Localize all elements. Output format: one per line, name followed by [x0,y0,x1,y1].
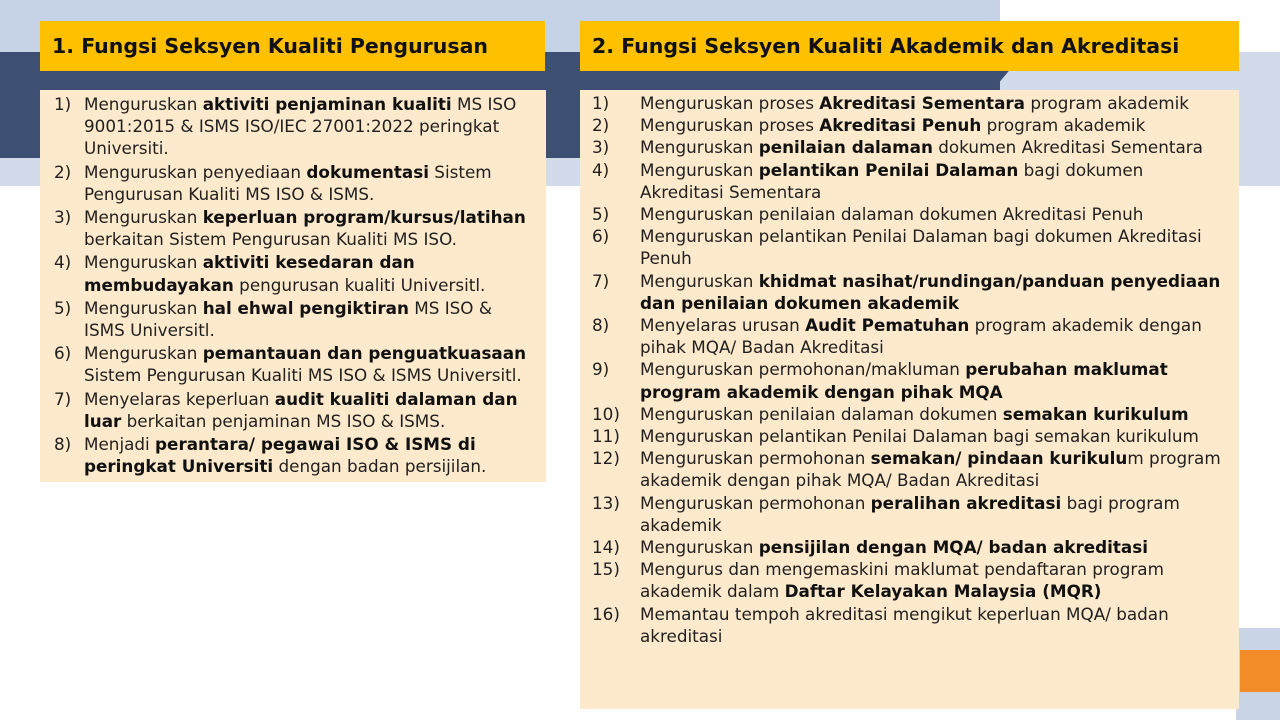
body-text: Menguruskan [640,537,759,558]
body-text: program akademik dengan pihak MQA/ Badan Akreditasi [640,315,1202,358]
list-item-number: 12) [592,448,620,469]
list-item-number: 5) [54,297,72,318]
list-item [592,536,1231,558]
body-text: pengurusan kualiti Universitl. [233,274,486,295]
list-item-number: 7) [592,270,610,291]
emphasis-text: hal ehwal pengiktiran [202,297,409,318]
list-item-text [84,93,536,160]
body-text: berkaitan penjaminan MS ISO & ISMS. [121,410,446,431]
list-item-text [640,114,1231,136]
emphasis-text: khidmat nasihat/rundingan/panduan penyediaan dan penilaian dokumen akademik [640,270,1221,313]
body-text: Mengurus dan mengemaskini maklumat pendaftaran program akademik dalam [640,559,1164,602]
emphasis-text: keperluan program/kursus/latihan [202,207,526,228]
list-item-number: 3) [54,207,72,228]
emphasis-text: pensijilan dengan MQA/ badan akreditasi [758,537,1148,558]
emphasis-text: peralihan akreditasi [870,492,1062,513]
body-text: Menguruskan pelantikan Penilai Dalaman bagi semakan kurikulum [640,426,1199,447]
list-item [592,558,1231,602]
list-item [54,297,536,341]
list-item [592,136,1231,158]
list-item-text [640,203,1231,225]
emphasis-text: semakan kurikulum [1002,403,1189,424]
list-item-text [84,342,536,386]
list-item [592,159,1231,203]
left-section-title: 1. Fungsi Seksyen Kualiti Pengurusan [40,21,545,71]
list-item [592,114,1231,136]
emphasis-text: dokumentasi [306,161,429,182]
emphasis-text: perubahan maklumat program akademik dengan pihak MQA [640,359,1168,402]
body-text: Menguruskan pelantikan Penilai Dalaman bagi dokumen Akreditasi Penuh [640,226,1202,269]
body-text: Menguruskan penilaian dalaman dokumen [640,403,1003,424]
list-item-number: 8) [54,434,72,455]
left-section-panel [40,90,546,482]
list-item [54,206,536,250]
list-item [54,93,536,160]
list-item-text [84,388,536,432]
list-item [592,403,1231,425]
emphasis-text: Akreditasi Sementara [819,93,1026,113]
list-item-number: 6) [592,226,610,247]
list-item-text [84,433,536,477]
body-text: Menyelaras urusan [640,315,806,336]
body-text: Menguruskan [84,297,203,318]
list-item-text [640,536,1231,558]
body-text: Sistem Pengurusan Kualiti MS ISO & ISMS Universitl. [84,365,522,386]
body-text: bagi program akademik [640,492,1180,535]
list-item [592,492,1231,536]
list-item [592,92,1231,114]
list-item-text [640,92,1231,114]
list-item-number: 7) [54,388,72,409]
list-item [592,270,1231,314]
emphasis-text: perantara/ pegawai ISO & ISMS di peringkat Universiti [84,434,476,477]
emphasis-text: Daftar Kelayakan Malaysia (MQR) [784,581,1102,602]
list-item-number: 6) [54,343,72,364]
emphasis-text: audit kualiti dalaman dan luar [84,388,518,431]
list-item-text [640,225,1231,269]
body-text: berkaitan Sistem Pengurusan Kualiti MS ISO. [84,229,457,250]
body-text: Menguruskan permohonan [640,492,871,513]
list-item-number: 16) [592,603,620,624]
list-item [54,161,536,205]
list-item [592,447,1231,491]
list-item [592,603,1231,647]
body-text: Menguruskan [84,94,203,114]
list-item-number: 1) [54,94,72,114]
list-item-number: 3) [592,137,610,158]
list-item [592,314,1231,358]
body-text: Menjadi [84,434,156,455]
list-item-text [640,136,1231,158]
list-item-text [640,492,1231,536]
list-item-text [640,403,1231,425]
list-item-text [640,270,1231,314]
emphasis-text: semakan/ pindaan kurikulu [870,448,1128,469]
right-section-title: 2. Fungsi Seksyen Kualiti Akademik dan Akreditasi [580,21,1239,71]
body-text: Menguruskan [84,207,203,228]
list-item-number: 10) [592,403,620,424]
right-section-panel [580,90,1239,709]
list-item-number: 8) [592,315,610,336]
list-item [592,225,1231,269]
list-item [54,388,536,432]
body-text: Menguruskan [640,137,759,158]
list-item-text [84,161,536,205]
list-item-number: 9) [592,359,610,380]
emphasis-text: Audit Pematuhan [805,315,970,336]
list-item [54,251,536,295]
list-item-number: 4) [54,252,72,273]
body-text: program akademik [981,115,1146,136]
body-text: Menyelaras keperluan [84,388,275,409]
list-item-text [640,447,1231,491]
body-text: Menguruskan [640,159,759,180]
right-function-list [592,92,1231,647]
list-item [592,358,1231,402]
list-item [592,425,1231,447]
body-text: Menguruskan [84,252,203,273]
list-item-number: 14) [592,537,620,558]
list-item-number: 4) [592,159,610,180]
list-item-text [640,314,1231,358]
body-text: bagi dokumen Akreditasi Sementara [640,159,1144,202]
list-item [54,433,536,477]
body-text: Menguruskan permohonan/makluman [640,359,966,380]
list-item-text [640,603,1231,647]
body-text: dengan badan persijilan. [273,456,487,477]
body-text: program akademik [1025,93,1190,113]
list-item-text [84,251,536,295]
list-item [54,342,536,386]
body-text: Menguruskan penilaian dalaman dokumen Akreditasi Penuh [640,204,1144,225]
list-item-number: 5) [592,204,610,225]
list-item-number: 11) [592,426,620,447]
body-text: Menguruskan penyediaan [84,161,307,182]
list-item-text [84,206,536,250]
emphasis-text: aktiviti kesedaran dan membudayakan [84,252,415,295]
list-item-number: 2) [54,161,72,182]
list-item-text [640,159,1231,203]
list-item-text [640,558,1231,602]
body-text: Menguruskan [640,270,759,291]
list-item-number: 13) [592,492,620,513]
body-text: dokumen Akreditasi Sementara [932,137,1203,158]
body-text: Menguruskan [84,343,203,364]
body-text: MS ISO 9001:2015 & ISMS ISO/IEC 27001:2022 peringkat Universiti. [84,94,517,159]
left-function-list [54,93,536,477]
list-item-number: 1) [592,93,610,113]
body-text: Menguruskan permohonan [640,448,871,469]
emphasis-text: Akreditasi Penuh [819,115,982,136]
body-text: Menguruskan proses [640,93,820,113]
list-item-number: 2) [592,115,610,136]
emphasis-text: aktiviti penjaminan kualiti [202,94,452,114]
body-text: Memantau tempoh akreditasi mengikut keperluan MQA/ badan akreditasi [640,603,1169,646]
list-item-text [84,297,536,341]
body-text: MS ISO & ISMS Universitl. [84,297,492,341]
list-item-text [640,425,1231,447]
emphasis-text: penilaian dalaman [758,137,933,158]
emphasis-text: pelantikan Penilai Dalaman [758,159,1019,180]
body-text: m program akademik dengan pihak MQA/ Badan Akreditasi [640,448,1221,491]
corner-accent-orange [1240,650,1280,692]
emphasis-text: pemantauan dan penguatkuasaan [202,343,527,364]
list-item [592,203,1231,225]
body-text: Menguruskan proses [640,115,820,136]
list-item-number: 15) [592,559,620,580]
body-text: Sistem Pengurusan Kualiti MS ISO & ISMS. [84,161,492,204]
list-item-text [640,358,1231,402]
